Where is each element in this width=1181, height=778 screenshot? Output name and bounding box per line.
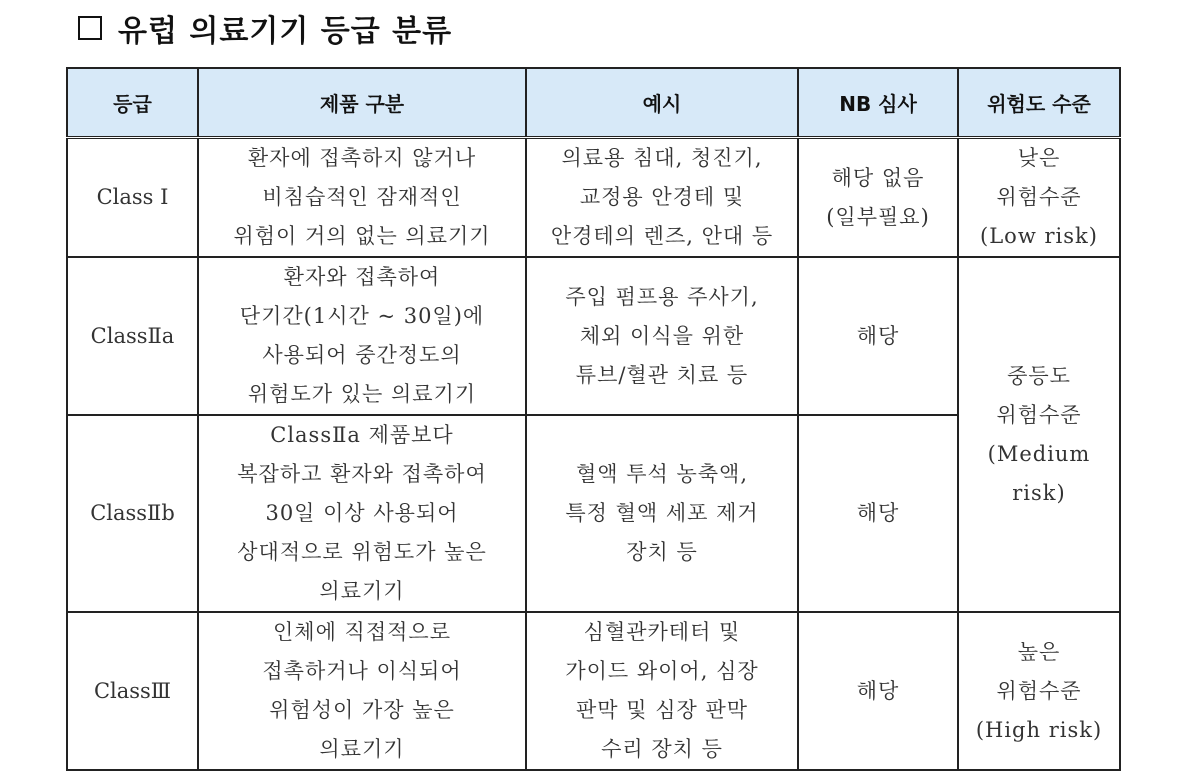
nb-review-cell: 해당: [798, 415, 958, 612]
checkbox-square-icon: [78, 16, 102, 40]
example-cell: 주입 펌프용 주사기, 체외 이식을 위한 튜브/혈관 치료 등: [526, 257, 798, 415]
header-product: 제품 구분: [198, 68, 526, 138]
example-cell: 심혈관카테터 및 가이드 와이어, 심장 판막 및 심장 판막 수리 장치 등: [526, 612, 798, 770]
table-header-row: [67, 68, 1120, 138]
table-row: [67, 138, 1120, 258]
grade-cell: ClassⅢ: [67, 612, 198, 770]
product-cell: 환자와 접촉하여 단기간(1시간 ~ 30일)에 사용되어 중간정도의 위험도가 있는 의료기기: [198, 257, 526, 415]
example-cell: 의료용 침대, 청진기, 교정용 안경테 및 안경테의 렌즈, 안대 등: [526, 138, 798, 258]
table-row: [67, 612, 1120, 770]
product-cell: 인체에 직접적으로 접촉하거나 이식되어 위험성이 가장 높은 의료기기: [198, 612, 526, 770]
page-title-text: 유럽 의료기기 등급 분류: [118, 14, 453, 49]
grade-cell: Class I: [67, 138, 198, 258]
risk-level-cell: 중등도 위험수준 (Medium risk): [958, 257, 1120, 612]
nb-review-cell: 해당 없음 (일부필요): [798, 138, 958, 258]
example-cell: 혈액 투석 농축액, 특정 혈액 세포 제거 장치 등: [526, 415, 798, 612]
product-cell: 환자에 접촉하지 않거나 비침습적인 잠재적인 위험이 거의 없는 의료기기: [198, 138, 526, 258]
risk-level-cell: 낮은 위험수준 (Low risk): [958, 138, 1120, 258]
grade-cell: ClassⅡb: [67, 415, 198, 612]
nb-review-cell: 해당: [798, 612, 958, 770]
device-class-table: [66, 67, 1121, 771]
table-row: [67, 257, 1120, 415]
risk-level-cell: 높은 위험수준 (High risk): [958, 612, 1120, 770]
page-title: [78, 6, 452, 50]
grade-cell: ClassⅡa: [67, 257, 198, 415]
product-cell: ClassⅡa 제품보다 복잡하고 환자와 접촉하여 30일 이상 사용되어 상대적으로 위험도가 높은 의료기기: [198, 415, 526, 612]
nb-review-cell: 해당: [798, 257, 958, 415]
header-nb-review: NB 심사: [798, 68, 958, 138]
header-risk-level: 위험도 수준: [958, 68, 1120, 138]
header-grade: 등급: [67, 68, 198, 138]
header-example: 예시: [526, 68, 798, 138]
